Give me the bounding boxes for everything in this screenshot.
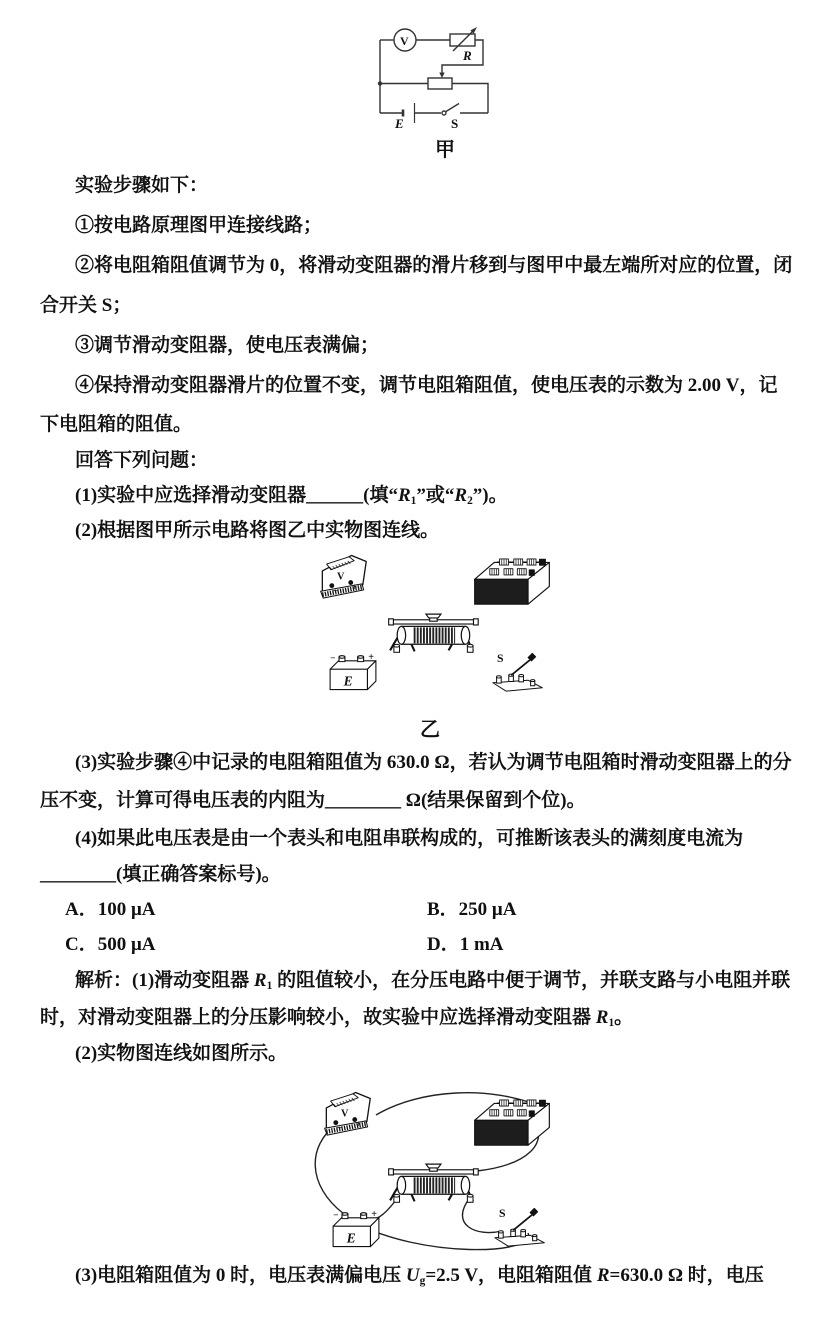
battery-illustration xyxy=(333,1209,379,1247)
option-c: C．500 μA xyxy=(65,934,156,955)
resistance-box-illustration xyxy=(475,559,550,604)
switch-label: S xyxy=(451,116,459,131)
text-segment: (1)实验中应选择滑动变阻器______(填“ xyxy=(75,485,398,506)
options-row-1 xyxy=(40,892,790,927)
text-line xyxy=(40,166,790,206)
resistance-box-symbol xyxy=(450,34,475,46)
rheostat-illustration xyxy=(389,614,479,652)
text-segment: (1)滑动变阻器 xyxy=(132,970,254,991)
text-segment: R xyxy=(454,485,468,506)
text-segment: =2.5 V，电阻箱阻值 xyxy=(425,1265,597,1286)
rheostat-symbol xyxy=(428,78,452,89)
text-segment: 回答下列问题： xyxy=(75,450,209,471)
text-line xyxy=(40,820,790,857)
text-segment: 合开关 S； xyxy=(40,295,132,316)
text-segment: (3)电阻箱阻值为 0 时，电压表满偏电压 xyxy=(75,1265,406,1286)
switch-illustration xyxy=(495,1207,545,1246)
text-segment: R xyxy=(253,970,267,991)
figure-caption-yi: 乙 xyxy=(420,719,440,741)
text-segment: (4)如果此电压表是由一个表头和电阻串联构成的，可推断该表头的满刻度电流为 xyxy=(75,828,744,849)
text-line xyxy=(40,513,790,548)
rheostat-illustration xyxy=(389,1164,479,1202)
option-d: D．1 mA xyxy=(427,934,504,955)
text-segment: (2)实物图连线如图所示。 xyxy=(75,1043,288,1064)
text-segment: ”或“ xyxy=(416,485,455,506)
text-line xyxy=(40,478,790,513)
battery-label: E xyxy=(395,116,404,131)
text-segment: 下电阻箱的阻值。 xyxy=(40,414,193,435)
text-segment: ”)。 xyxy=(472,485,508,506)
options-row-2 xyxy=(40,927,790,962)
battery-illustration xyxy=(330,652,376,690)
text-line xyxy=(40,286,790,326)
text-segment: 的阻值较小，在分压电路中便于调节，并联支路与小电阻并联 xyxy=(272,970,791,991)
voltmeter-label: V xyxy=(400,34,409,48)
junction-dot xyxy=(378,81,382,85)
circuit-wires xyxy=(378,27,488,123)
text-line xyxy=(40,406,790,443)
text-segment: 1 xyxy=(410,494,417,507)
text-segment: R xyxy=(397,485,411,506)
text-segment: =630.0 Ω 时，电压 xyxy=(609,1265,764,1286)
figure-caption-jia: 甲 xyxy=(435,139,455,161)
text-line xyxy=(40,443,790,478)
text-segment: 1 xyxy=(608,1016,615,1029)
answer-wiring-figure xyxy=(300,1085,560,1257)
switch-illustration xyxy=(493,652,543,691)
text-line xyxy=(40,999,790,1036)
option-b: B．250 μA xyxy=(427,899,517,920)
text-line xyxy=(40,744,790,782)
components-figure-yi xyxy=(300,548,560,716)
text-segment: 实验步骤如下： xyxy=(75,175,209,196)
text-segment: U xyxy=(405,1265,420,1286)
text-segment: 时，对滑动变阻器上的分压影响较小，故实验中应选择滑动变阻器 xyxy=(40,1007,596,1028)
text-line xyxy=(40,1036,790,1071)
voltmeter-illustration xyxy=(325,1092,371,1135)
text-segment: R xyxy=(595,1007,609,1028)
voltmeter-illustration xyxy=(321,555,367,598)
text-line xyxy=(40,962,790,999)
circuit-diagram-jia xyxy=(365,26,525,134)
text-segment: ②将电阻箱阻值调节为 0，将滑动变阻器的滑片移到与图甲中最左端所对应的位置，闭 xyxy=(75,255,793,276)
text-segment: 1 xyxy=(266,979,273,992)
text-line xyxy=(40,326,790,366)
text-line xyxy=(40,857,790,892)
text-line xyxy=(40,782,790,820)
text-segment: (3)实验步骤④中记录的电阻箱阻值为 630.0 Ω，若认为调节电阻箱时滑动变阻器上的分 xyxy=(75,752,792,773)
text-line xyxy=(40,246,793,286)
switch-pivot xyxy=(442,111,446,115)
text-line xyxy=(40,1257,790,1294)
text-segment: (2)根据图甲所示电路将图乙中实物图连线。 xyxy=(75,520,440,541)
text-segment: ________(填正确答案标号)。 xyxy=(40,864,281,885)
text-segment: ③调节滑动变阻器，使电压表满偏； xyxy=(75,335,380,356)
resistor-label: R xyxy=(463,48,472,63)
text-line xyxy=(40,206,790,246)
text-line xyxy=(40,366,790,406)
text-segment: ④保持滑动变阻器滑片的位置不变，调节电阻箱阻值，使电压表的示数为 2.00 V，记 xyxy=(75,375,778,396)
text-segment: ①按电路原理图甲连接线路； xyxy=(75,215,323,236)
text-segment: 。 xyxy=(614,1007,634,1028)
switch-blade xyxy=(446,104,459,112)
text-segment: 压不变，计算可得电压表的内阻为________ Ω(结果保留到个位)。 xyxy=(40,790,586,811)
text-segment: 2 xyxy=(467,494,473,507)
text-segment: 解析： xyxy=(75,970,133,991)
option-a: A．100 μA xyxy=(65,899,156,920)
text-segment: R xyxy=(596,1265,610,1286)
text-segment: g xyxy=(419,1274,426,1287)
